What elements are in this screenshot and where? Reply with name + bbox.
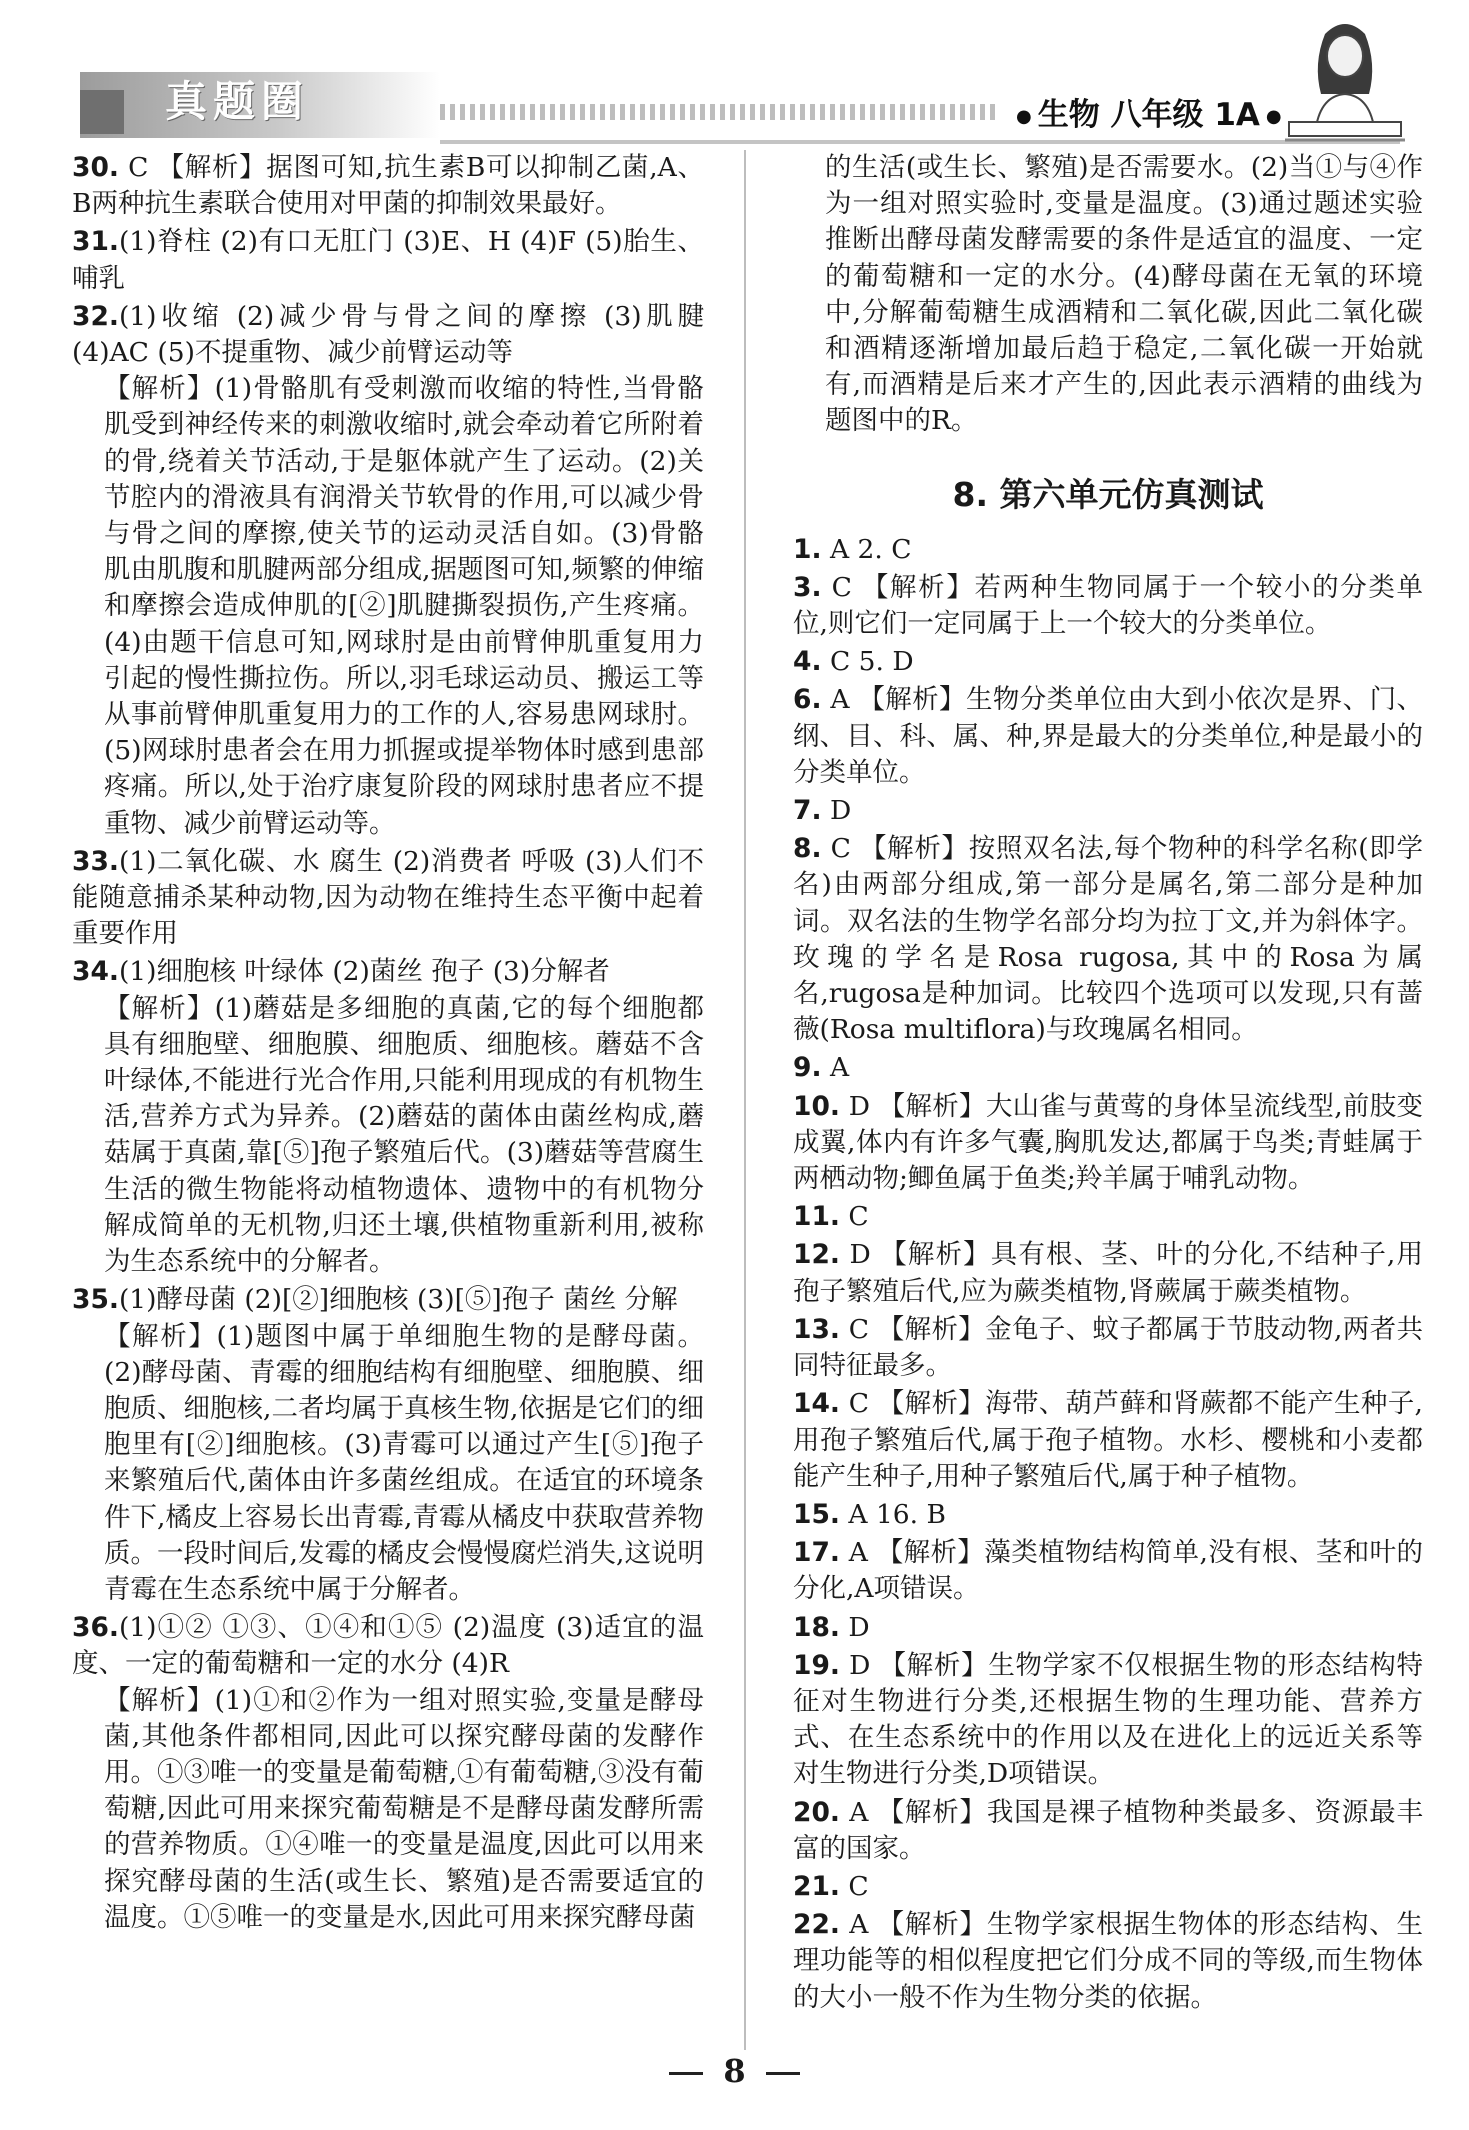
answer-item	[793, 1869, 1423, 1905]
item-text: C 5. D	[829, 646, 914, 678]
footer-dash	[669, 2072, 703, 2075]
footer-dash	[766, 2072, 800, 2075]
item-number: 18.	[793, 1611, 840, 1643]
item-number: 10.	[793, 1090, 840, 1122]
item-number: 34.	[72, 956, 119, 988]
item-text: C	[848, 1201, 869, 1233]
item-text: A 【解析】藻类植物结构简单,没有根、茎和叶的分化,A项错误。	[793, 1537, 1423, 1605]
answer-item	[793, 1199, 1423, 1235]
answer-item	[793, 1610, 1423, 1646]
item-text: (1)二氧化碳、水 腐生 (2)消费者 呼吸 (3)人们不能随意捕杀某种动物,因为动物在维持生态平衡中起着重要作用	[72, 845, 704, 950]
item-text: C	[848, 1870, 869, 1902]
item-text: (1)收缩 (2)减少骨与骨之间的摩擦 (3)肌腱 (4)AC (5)不提重物、减少前臂运动等	[72, 300, 704, 369]
edition-label: 1A	[1214, 97, 1260, 133]
header-stripes	[440, 104, 1000, 120]
answer-item	[793, 682, 1423, 791]
item-number: 11.	[793, 1201, 840, 1233]
answer-item	[72, 150, 704, 222]
item-text: A 【解析】我国是裸子植物种类最多、资源最丰富的国家。	[793, 1796, 1423, 1864]
answer-item	[793, 1089, 1423, 1198]
item-number: 1.	[793, 533, 822, 565]
item-text: A	[829, 1052, 850, 1084]
column-divider	[744, 150, 746, 2050]
page-footer	[0, 2052, 1469, 2090]
item-number: 35.	[72, 1284, 119, 1316]
answer-item	[793, 1907, 1423, 2016]
answer-item	[72, 1282, 704, 1608]
answer-item	[72, 224, 704, 296]
item-number: 19.	[793, 1649, 840, 1681]
item-number: 9.	[793, 1052, 822, 1084]
item-number: 14.	[793, 1388, 840, 1420]
answer-item	[793, 1312, 1423, 1384]
item-text: D 【解析】具有根、茎、叶的分化,不结种子,用孢子繁殖后代,应为蕨类植物,肾蕨属于蕨类植物。	[793, 1239, 1423, 1307]
page-number: 8	[723, 2052, 746, 2090]
bullet-icon: ●	[1016, 105, 1032, 127]
section-title: 8. 第六单元仿真测试	[952, 474, 1264, 514]
answer-item	[793, 1386, 1423, 1495]
item-number: 33.	[72, 845, 119, 877]
item-number: 6.	[793, 684, 822, 716]
item-text: (1)①② ①③、①④和①⑤ (2)温度 (3)适宜的温度、一定的葡萄糖和一定的水分 (4)R	[72, 1612, 704, 1680]
item-number: 17.	[793, 1537, 840, 1569]
item-number: 12.	[793, 1239, 840, 1271]
answer-item	[72, 844, 704, 953]
item-explanation: 【解析】(1)蘑菇是多细胞的真菌,它的每个细胞都具有细胞壁、细胞膜、细胞质、细胞核。蘑菇不含叶绿体,不能进行光合作用,只能利用现成的有机物生活,营养方式为异养。(2)蘑菇的菌体由菌丝构成,蘑菇属于真菌,靠[⑤]孢子繁殖后代。(3)蘑菇等营腐生生活的微生物能将动植物遗体、遗物中的有机物分解成简单的无机物,归还土壤,供植物重新利用,被称为生态系统中的分解者。	[104, 992, 704, 1278]
item-text: A 16. B	[848, 1498, 946, 1530]
header-rule	[440, 140, 1400, 144]
item-text: (1)酵母菌 (2)[②]细胞核 (3)[⑤]孢子 菌丝 分解	[118, 1284, 678, 1316]
answer-item	[793, 793, 1423, 829]
item-text: D 【解析】大山雀与黄莺的身体呈流线型,前肢变成翼,体内有许多气囊,胸肌发达,都属于鸟类;青蛙属于两栖动物;鲫鱼属于鱼类;羚羊属于哺乳动物。	[793, 1090, 1424, 1195]
item-text: C 【解析】若两种生物同属于一个较小的分类单位,则它们一定同属于上一个较大的分类单位。	[793, 571, 1423, 640]
item-text: D 【解析】生物学家不仅根据生物的形态结构特征对生物进行分类,还根据生物的生理功能、营养方式、在生态系统中的作用以及在进化上的远近关系等对生物进行分类,D项错误。	[793, 1649, 1423, 1790]
item-text: (1)细胞核 叶绿体 (2)菌丝 孢子 (3)分解者	[118, 956, 610, 988]
answer-item	[793, 831, 1423, 1048]
answer-item	[72, 1610, 704, 1936]
page-header	[0, 0, 1469, 160]
item-number: 7.	[793, 795, 822, 827]
item-text: C 【解析】金龟子、蚊子都属于节肢动物,两者共同特征最多。	[793, 1313, 1423, 1382]
item-text: C 【解析】按照双名法,每个物种的科学名称(即学名)由两部分组成,第一部分是属名,第二部分是种加词。双名法的生物学名部分均为拉丁文,并为斜体字。玫瑰的学名是Rosa rugosa,其中的Rosa为属名,rugosa是种加词。比较四个选项可以发现,只有蔷薇(Rosa multiflora)与玫瑰属名相同。	[793, 833, 1423, 1046]
logo-square-icon	[80, 90, 124, 134]
item-number: 4.	[793, 646, 822, 678]
answer-item	[793, 1237, 1423, 1309]
item-text: D	[848, 1611, 870, 1643]
right-column	[793, 150, 1423, 2018]
item-number: 31.	[72, 226, 119, 258]
item-text: (1)脊柱 (2)有口无肛门 (3)E、H (4)F (5)胎生、哺乳	[72, 226, 704, 294]
item-number: 13.	[793, 1313, 840, 1345]
bullet-icon: ●	[1265, 105, 1282, 127]
continued-explanation: 的生活(或生长、繁殖)是否需要水。(2)当①与④作为一组对照实验时,变量是温度。(3)通过题述实验推断出酵母菌发酵需要的条件是适宜的温度、一定的葡萄糖和一定的水分。(4)酵母菌在无氧的环境中,分解葡萄糖生成酒精和二氧化碳,因此二氧化碳和酒精逐渐增加最后趋于稳定,二氧化碳一开始就有,而酒精是后来才产生的,因此表示酒精的曲线为题图中的R。	[825, 152, 1423, 437]
item-text: A 【解析】生物学家根据生物体的形态结构、生理功能等的相似程度把它们分成不同的等级,而生物体的大小一般不作为生物分类的依据。	[793, 1909, 1423, 2013]
item-number: 3.	[793, 571, 822, 603]
item-explanation: 【解析】(1)题图中属于单细胞生物的是酵母菌。(2)酵母菌、青霉的细胞结构有细胞壁、细胞膜、细胞质、细胞核,二者均属于真核生物,依据是它们的细胞里有[②]细胞核。(3)青霉可以通过产生[⑤]孢子来繁殖后代,菌体由许多菌丝组成。在适宜的环境条件下,橘皮上容易长出青霉,青霉从橘皮中获取营养物质。一段时间后,发霉的橘皮会慢慢腐烂消失,这说明青霉在生态系统中属于分解者。	[104, 1320, 704, 1605]
subject-label	[1010, 90, 1288, 140]
left-column	[72, 150, 704, 1938]
answer-item	[793, 1535, 1423, 1607]
item-text: A 2. C	[829, 533, 912, 565]
answer-item	[793, 1497, 1423, 1533]
item-number: 15.	[793, 1498, 840, 1530]
item-text: C 【解析】海带、葫芦藓和肾蕨都不能产生种子,用孢子繁殖后代,属于孢子植物。水杉、樱桃和小麦都能产生种子,用种子繁殖后代,属于种子植物。	[793, 1388, 1423, 1492]
item-number: 8.	[793, 833, 822, 865]
student-reading-icon	[1285, 14, 1405, 144]
item-explanation: 【解析】(1)骨骼肌有受刺激而收缩的特性,当骨骼肌受到神经传来的刺激收缩时,就会牵动着它所附着的骨,绕着关节活动,于是躯体就产生了运动。(2)关节腔内的滑液具有润滑关节软骨的作用,可以减少骨与骨之间的摩擦,使关节的运动灵活自如。(3)骨骼肌由肌腹和肌腱两部分组成,据题图可知,频繁的伸缩和摩擦会造成伸肌的[②]肌腱撕裂损伤,产生疼痛。(4)由题干信息可知,网球肘是由前臂伸肌重复用力引起的慢性撕拉伤。所以,羽毛球运动员、搬运工等从事前臂伸肌重复用力的工作的人,容易患网球肘。(5)网球肘患者会在用力抓握或提举物体时感到患部疼痛。所以,处于治疗康复阶段的网球肘患者应不提重物、减少前臂运动等。	[104, 373, 704, 839]
answer-item	[793, 1050, 1423, 1086]
answer-item	[793, 1648, 1423, 1793]
answer-item	[793, 644, 1423, 680]
answer-item	[72, 954, 704, 1280]
item-text: C 【解析】据图可知,抗生素B可以抑制乙菌,A、B两种抗生素联合使用对甲菌的抑制效果最好。	[72, 152, 704, 220]
item-text: D	[829, 795, 852, 827]
answer-item	[72, 299, 704, 842]
item-explanation: 【解析】(1)①和②作为一组对照实验,变量是酵母菌,其他条件都相同,因此可以探究酵母菌的发酵作用。①③唯一的变量是葡萄糖,①有葡萄糖,③没有葡萄糖,因此可用来探究葡萄糖是不是酵母菌发酵所需的营养物质。①④唯一的变量是温度,因此可以用来探究酵母菌的生活(或生长、繁殖)是否需要适宜的温度。①⑤唯一的变量是水,因此可用来探究酵母菌	[104, 1684, 704, 1933]
item-number: 20.	[793, 1796, 840, 1828]
item-number: 36.	[72, 1612, 119, 1644]
item-text: A 【解析】生物分类单位由大到小依次是界、门、纲、目、科、属、种,界是最大的分类单位,种是最小的分类单位。	[793, 684, 1423, 788]
item-number: 32.	[72, 300, 119, 332]
subject-name: 生物	[1037, 97, 1100, 133]
answer-item	[793, 1795, 1423, 1867]
item-number: 21.	[793, 1870, 840, 1902]
answer-item	[793, 532, 1423, 568]
item-number: 22.	[793, 1909, 840, 1941]
answer-item	[793, 570, 1423, 642]
item-number: 30.	[72, 152, 119, 183]
grade-label: 八年级	[1110, 97, 1204, 133]
logo-text: 真题圈	[165, 77, 310, 126]
